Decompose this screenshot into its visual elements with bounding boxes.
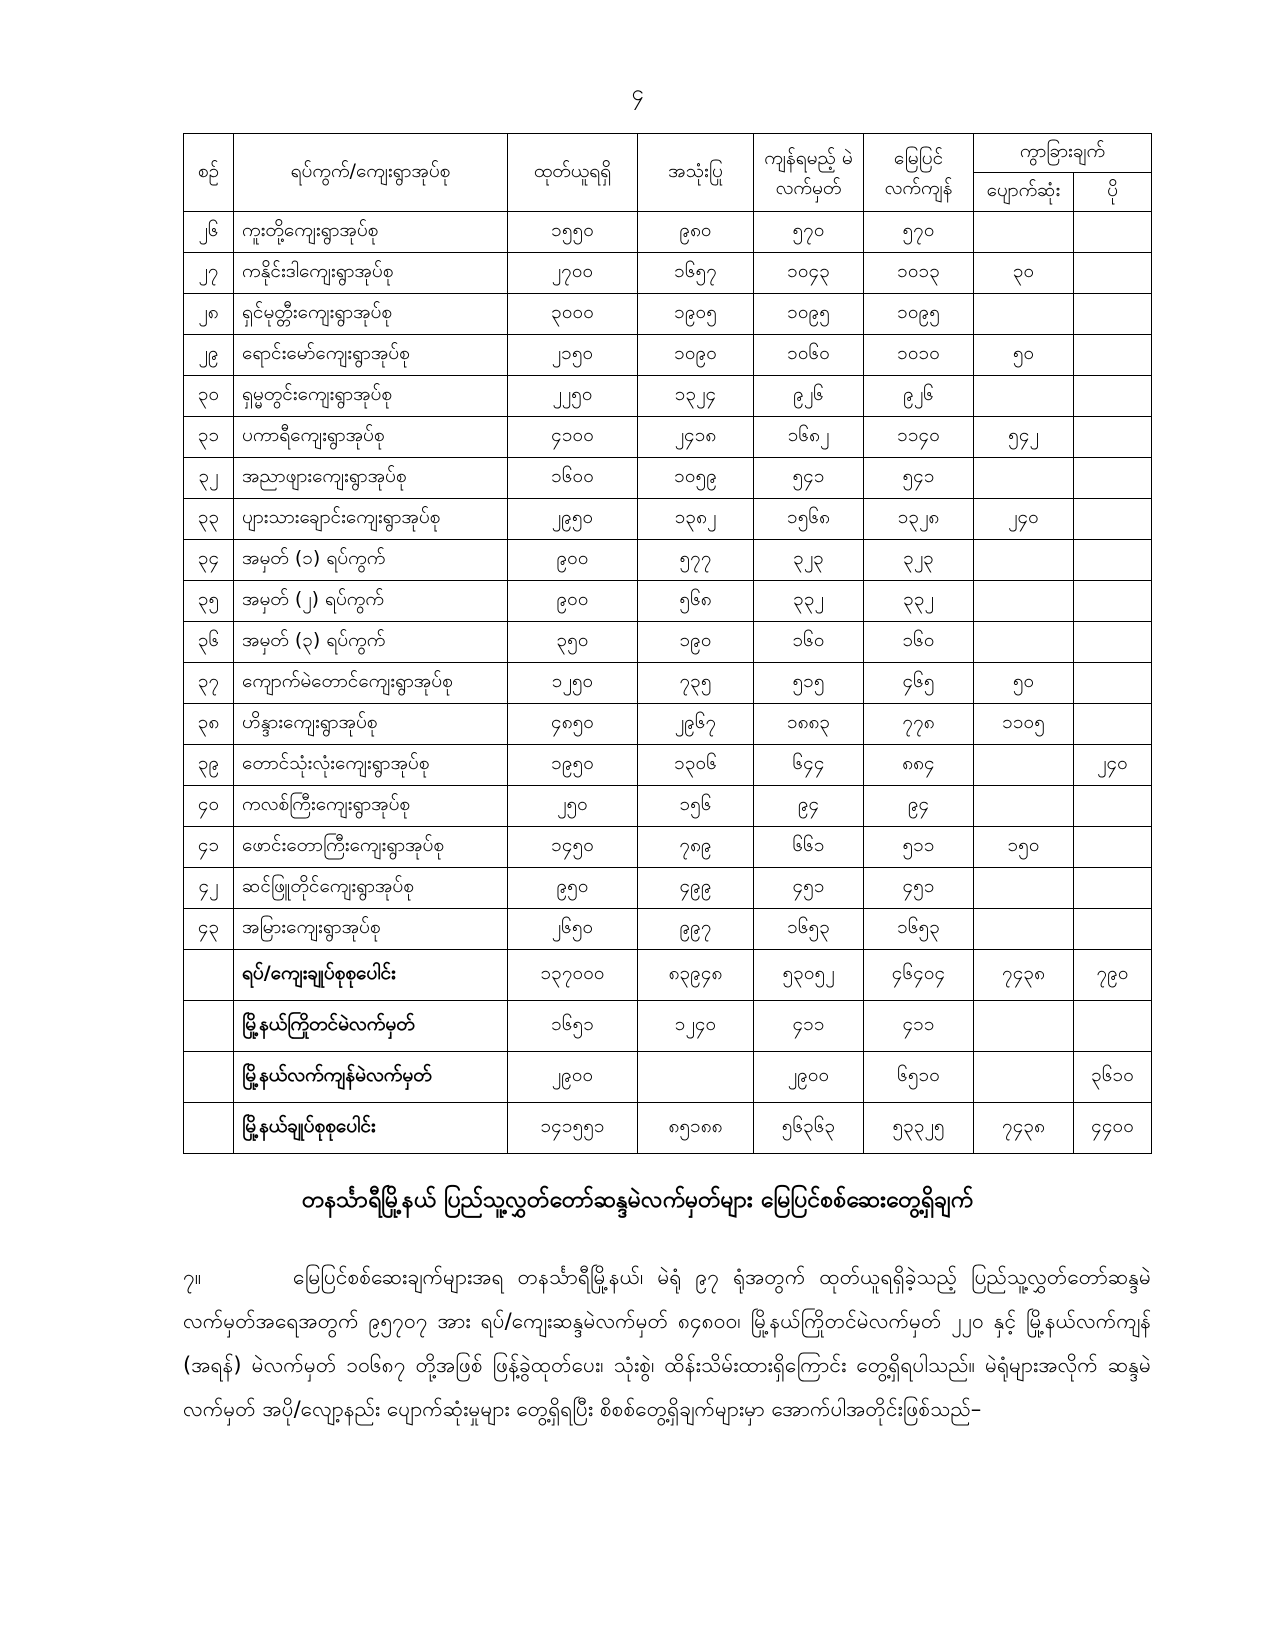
cell-remaining: ၁၅၆၈ [754,499,864,540]
total-label: ရပ်/ကျေးချုပ်စုစုပေါင်း [234,950,508,1001]
cell-issued: ၁၅၅၀ [508,212,638,253]
cell-actual: ၉၂၆ [864,376,974,417]
header-used: အသုံးပြု [638,134,754,212]
cell-lost [974,581,1074,622]
total-actual: ၄၁၁ [864,1001,974,1052]
body-paragraph [183,1255,1151,1431]
cell-issued: ၁၂၅၀ [508,663,638,704]
cell-excess [1074,376,1152,417]
cell-no: ၃၈ [184,704,234,745]
cell-issued: ၉၀၀ [508,540,638,581]
cell-used: ၉၈၀ [638,212,754,253]
cell-used: ၁၀၉၀ [638,335,754,376]
total-issued: ၂၉၀၀ [508,1052,638,1103]
paragraph-text: မြေပြင်စစ်ဆေးချက်များအရ တနင်္သာရီမြို့နယ်၊ မဲရုံ ၉၇ ရုံအတွက် ထုတ်ယူရရှိခဲ့သည့် ပြည်သူ့လွှတ်တော်ဆန္ဒမဲလက်မှတ်အရေအတွက် ၉၅၇၀၇ အား ရပ်/ကျေးဆန္ဒမဲလက်မှတ် ၈၄၈၀၀၊ မြို့နယ်ကြိုတင်မဲလက်မှတ် ၂၂၀ နှင့် မြို့နယ်လက်ကျန် (အရန်) မဲလက်မှတ် ၁၀၆၈၇ တို့အဖြစ် ဖြန့်ခွဲထုတ်ပေး၊ သုံးစွဲ၊ ထိန်းသိမ်းထားရှိကြောင်း တွေ့ရှိရပါသည်။ မဲရုံများအလိုက် ဆန္ဒမဲလက်မှတ် အပို/လျော့နည်း ပျောက်ဆုံးမှုများ တွေ့ရှိရပြီး စိစစ်တွေ့ရှိချက်များမှာ အောက်ပါအတိုင်းဖြစ်သည်– [183,1265,1151,1421]
cell-excess [1074,786,1152,827]
cell-remaining: ၆၆၁ [754,827,864,868]
total-used: ၈၅၁၈၈ [638,1103,754,1154]
cell-actual: ၁၀၁၃ [864,253,974,294]
cell-no: ၃၂ [184,458,234,499]
cell-actual: ၁၆၅၃ [864,909,974,950]
total-issued: ၁၃၇၀၀၀ [508,950,638,1001]
total-issued: ၁၆၅၁ [508,1001,638,1052]
cell-lost [974,540,1074,581]
cell-lost: ၅၄၂ [974,417,1074,458]
table-row [184,499,1152,540]
cell-name: ဟိန္ဒားကျေးရွာအုပ်စု [234,704,508,745]
cell-remaining: ၆၄၄ [754,745,864,786]
cell-used: ၂၄၁၈ [638,417,754,458]
cell-issued: ၉၅၀ [508,868,638,909]
cell-excess [1074,581,1152,622]
cell-excess [1074,335,1152,376]
cell-remaining: ၁၀၄၃ [754,253,864,294]
cell-lost [974,868,1074,909]
cell-remaining: ၁၈၈၃ [754,704,864,745]
cell-no: ၂၈ [184,294,234,335]
cell-excess [1074,294,1152,335]
cell-used: ၁၃၂၄ [638,376,754,417]
cell-no: ၃၅ [184,581,234,622]
cell-actual: ၁၀၁၀ [864,335,974,376]
cell-used: ၉၉၇ [638,909,754,950]
cell-remaining: ၁၀၉၅ [754,294,864,335]
cell-used: ၂၉၆၇ [638,704,754,745]
cell-used: ၁၀၅၉ [638,458,754,499]
cell-name: ကျောက်မဲတောင်ကျေးရွာအုပ်စု [234,663,508,704]
cell-actual: ၅၁၁ [864,827,974,868]
total-remaining: ၄၁၁ [754,1001,864,1052]
total-used [638,1052,754,1103]
cell-excess [1074,868,1152,909]
total-row [184,1001,1152,1052]
cell-no: ၃၀ [184,376,234,417]
page-number: ၄ [631,81,644,106]
cell-remaining: ၅၇၀ [754,212,864,253]
cell-remaining: ၁၆၈၂ [754,417,864,458]
total-row [184,1103,1152,1154]
table-row [184,458,1152,499]
cell-lost [974,909,1074,950]
header-lost: ပျောက်ဆုံး [974,173,1074,212]
total-excess: ၄၄၀၀ [1074,1103,1152,1154]
cell-issued: ၂၂၅၀ [508,376,638,417]
cell-excess [1074,540,1152,581]
cell-no [184,1052,234,1103]
header-actual: မြေပြင် လက်ကျန် [864,134,974,212]
cell-lost [974,458,1074,499]
total-lost [974,1001,1074,1052]
total-excess [1074,1001,1152,1052]
header-no: စဉ် [184,134,234,212]
cell-lost [974,745,1074,786]
cell-lost [974,622,1074,663]
cell-name: ကလစ်ကြီးကျေးရွာအုပ်စု [234,786,508,827]
header-row-top [184,134,1152,173]
cell-lost [974,212,1074,253]
table-row [184,868,1152,909]
cell-lost: ၃၀ [974,253,1074,294]
cell-issued: ၉၀၀ [508,581,638,622]
table-body [184,212,1152,1154]
cell-remaining: ၉၄ [754,786,864,827]
cell-excess [1074,622,1152,663]
cell-no [184,1001,234,1052]
table-row [184,212,1152,253]
cell-no: ၃၃ [184,499,234,540]
cell-actual: ၅၄၁ [864,458,974,499]
header-name: ရပ်ကွက်/ကျေးရွာအုပ်စု [234,134,508,212]
cell-no: ၄၀ [184,786,234,827]
cell-name: ကူးတို့ကျေးရွာအုပ်စု [234,212,508,253]
cell-issued: ၂၁၅၀ [508,335,638,376]
cell-used: ၁၆၅၇ [638,253,754,294]
total-used: ၁၂၄၀ [638,1001,754,1052]
cell-used: ၅၇၇ [638,540,754,581]
cell-issued: ၂၅၀ [508,786,638,827]
cell-name: ရှမ္မတွင်းကျေးရွာအုပ်စု [234,376,508,417]
table-caption: တနင်္သာရီမြို့နယ် ပြည်သူ့လွှတ်တော်ဆန္ဒမဲလက်မှတ်များ မြေပြင်စစ်ဆေးတွေ့ရှိချက် [301,1187,974,1213]
cell-remaining: ၁၀၆၀ [754,335,864,376]
cell-actual: ၉၄ [864,786,974,827]
cell-remaining: ၁၆၅၃ [754,909,864,950]
cell-actual: ၁၀၉၅ [864,294,974,335]
total-remaining: ၅၃၀၅၂ [754,950,864,1001]
total-lost: ၇၄၃၈ [974,1103,1074,1154]
total-label: မြို့နယ်လက်ကျန်မဲလက်မှတ် [234,1052,508,1103]
cell-issued: ၁၄၅၀ [508,827,638,868]
total-label: မြို့နယ်ကြိုတင်မဲလက်မှတ် [234,1001,508,1052]
total-actual: ၄၆၄၀၄ [864,950,974,1001]
cell-issued: ၂၉၅၀ [508,499,638,540]
cell-no: ၄၃ [184,909,234,950]
table-row [184,417,1152,458]
cell-excess: ၂၄၀ [1074,745,1152,786]
cell-name: အမြားကျေးရွာအုပ်စု [234,909,508,950]
cell-excess [1074,253,1152,294]
cell-no: ၃၉ [184,745,234,786]
cell-actual: ၄၆၅ [864,663,974,704]
cell-remaining: ၃၃၂ [754,581,864,622]
cell-name: အမှတ် (၁) ရပ်ကွက် [234,540,508,581]
table-row [184,335,1152,376]
cell-name: ဖောင်းတောကြီးကျေးရွာအုပ်စု [234,827,508,868]
cell-name: ပျားသားချောင်းကျေးရွာအုပ်စု [234,499,508,540]
cell-issued: ၃၀၀၀ [508,294,638,335]
cell-name: အမှတ် (၃) ရပ်ကွက် [234,622,508,663]
cell-name: ဆင်ဖြူတိုင်ကျေးရွာအုပ်စု [234,868,508,909]
table-row [184,909,1152,950]
cell-used: ၁၃၀၆ [638,745,754,786]
cell-remaining: ၃၂၃ [754,540,864,581]
cell-used: ၇၈၉ [638,827,754,868]
cell-lost [974,786,1074,827]
cell-used: ၁၉၀ [638,622,754,663]
cell-remaining: ၅၁၅ [754,663,864,704]
table-row [184,376,1152,417]
table-row [184,786,1152,827]
cell-remaining: ၅၄၁ [754,458,864,499]
total-used: ၈၃၉၄၈ [638,950,754,1001]
paragraph-number: ၇။ [183,1265,202,1289]
cell-name: ရှင်မုတ္တီးကျေးရွာအုပ်စု [234,294,508,335]
cell-issued: ၃၅၀ [508,622,638,663]
cell-excess [1074,458,1152,499]
cell-used: ၁၅၆ [638,786,754,827]
total-remaining: ၂၉၀၀ [754,1052,864,1103]
cell-no: ၃၇ [184,663,234,704]
cell-actual: ၃၂၃ [864,540,974,581]
total-remaining: ၅၆၃၆၃ [754,1103,864,1154]
total-row [184,950,1152,1001]
cell-lost: ၅၀ [974,335,1074,376]
cell-no [184,950,234,1001]
table-row [184,253,1152,294]
cell-lost [974,376,1074,417]
cell-lost: ၅၀ [974,663,1074,704]
cell-excess [1074,663,1152,704]
total-lost [974,1052,1074,1103]
cell-remaining: ၁၆၀ [754,622,864,663]
total-label: မြို့နယ်ချုပ်စုစုပေါင်း [234,1103,508,1154]
cell-actual: ၁၃၂၈ [864,499,974,540]
total-issued: ၁၄၁၅၅၁ [508,1103,638,1154]
cell-lost: ၂၄၀ [974,499,1074,540]
table-row [184,745,1152,786]
header-remaining: ကျန်ရမည့် မဲလက်မှတ် [754,134,864,212]
cell-name: ကနိုင်းဒါကျေးရွာအုပ်စု [234,253,508,294]
cell-issued: ၁၉၅၀ [508,745,638,786]
cell-lost [974,294,1074,335]
cell-issued: ၂၆၅၀ [508,909,638,950]
table-row [184,294,1152,335]
table-row [184,622,1152,663]
cell-actual: ၁၆၀ [864,622,974,663]
cell-actual: ၃၃၂ [864,581,974,622]
cell-used: ၁၉၀၅ [638,294,754,335]
cell-excess [1074,499,1152,540]
cell-no: ၃၄ [184,540,234,581]
cell-no: ၃၁ [184,417,234,458]
cell-actual: ၈၈၄ [864,745,974,786]
table-row [184,581,1152,622]
cell-excess [1074,704,1152,745]
total-actual: ၅၃၃၂၅ [864,1103,974,1154]
cell-excess [1074,827,1152,868]
total-excess: ၃၆၁၀ [1074,1052,1152,1103]
cell-no: ၄၂ [184,868,234,909]
cell-no: ၂၉ [184,335,234,376]
cell-issued: ၄၁၀၀ [508,417,638,458]
cell-actual: ၅၇၀ [864,212,974,253]
cell-issued: ၁၆၀၀ [508,458,638,499]
table-row [184,827,1152,868]
cell-name: ပကာရီကျေးရွာအုပ်စု [234,417,508,458]
cell-name: အမှတ် (၂) ရပ်ကွက် [234,581,508,622]
ballot-table [183,133,1152,1154]
cell-no: ၂၆ [184,212,234,253]
total-row [184,1052,1152,1103]
header-issued: ထုတ်ယူရရှိ [508,134,638,212]
cell-issued: ၂၇၀၀ [508,253,638,294]
cell-no: ၂၇ [184,253,234,294]
cell-actual: ၇၇၈ [864,704,974,745]
cell-actual: ၄၅၁ [864,868,974,909]
cell-used: ၅၆၈ [638,581,754,622]
cell-used: ၁၃၈၂ [638,499,754,540]
cell-excess [1074,909,1152,950]
cell-lost: ၁၅၀ [974,827,1074,868]
total-lost: ၇၄၃၈ [974,950,1074,1001]
cell-name: တောင်သုံးလုံးကျေးရွာအုပ်စု [234,745,508,786]
header-diff: ကွာခြားချက် [974,134,1152,173]
cell-no [184,1103,234,1154]
cell-used: ၄၉၉ [638,868,754,909]
total-excess: ၇၉၀ [1074,950,1152,1001]
cell-no: ၃၆ [184,622,234,663]
cell-excess [1074,417,1152,458]
cell-name: ရောင်းမော်ကျေးရွာအုပ်စု [234,335,508,376]
cell-excess [1074,212,1152,253]
cell-remaining: ၉၂၆ [754,376,864,417]
table-row [184,540,1152,581]
total-actual: ၆၅၁၀ [864,1052,974,1103]
cell-name: အညာဖျားကျေးရွာအုပ်စု [234,458,508,499]
cell-lost: ၁၁၀၅ [974,704,1074,745]
cell-issued: ၄၈၅၀ [508,704,638,745]
header-excess: ပို [1074,173,1152,212]
cell-used: ၇၃၅ [638,663,754,704]
cell-no: ၄၁ [184,827,234,868]
cell-remaining: ၄၅၁ [754,868,864,909]
table-row [184,663,1152,704]
table-row [184,704,1152,745]
cell-actual: ၁၁၄၀ [864,417,974,458]
